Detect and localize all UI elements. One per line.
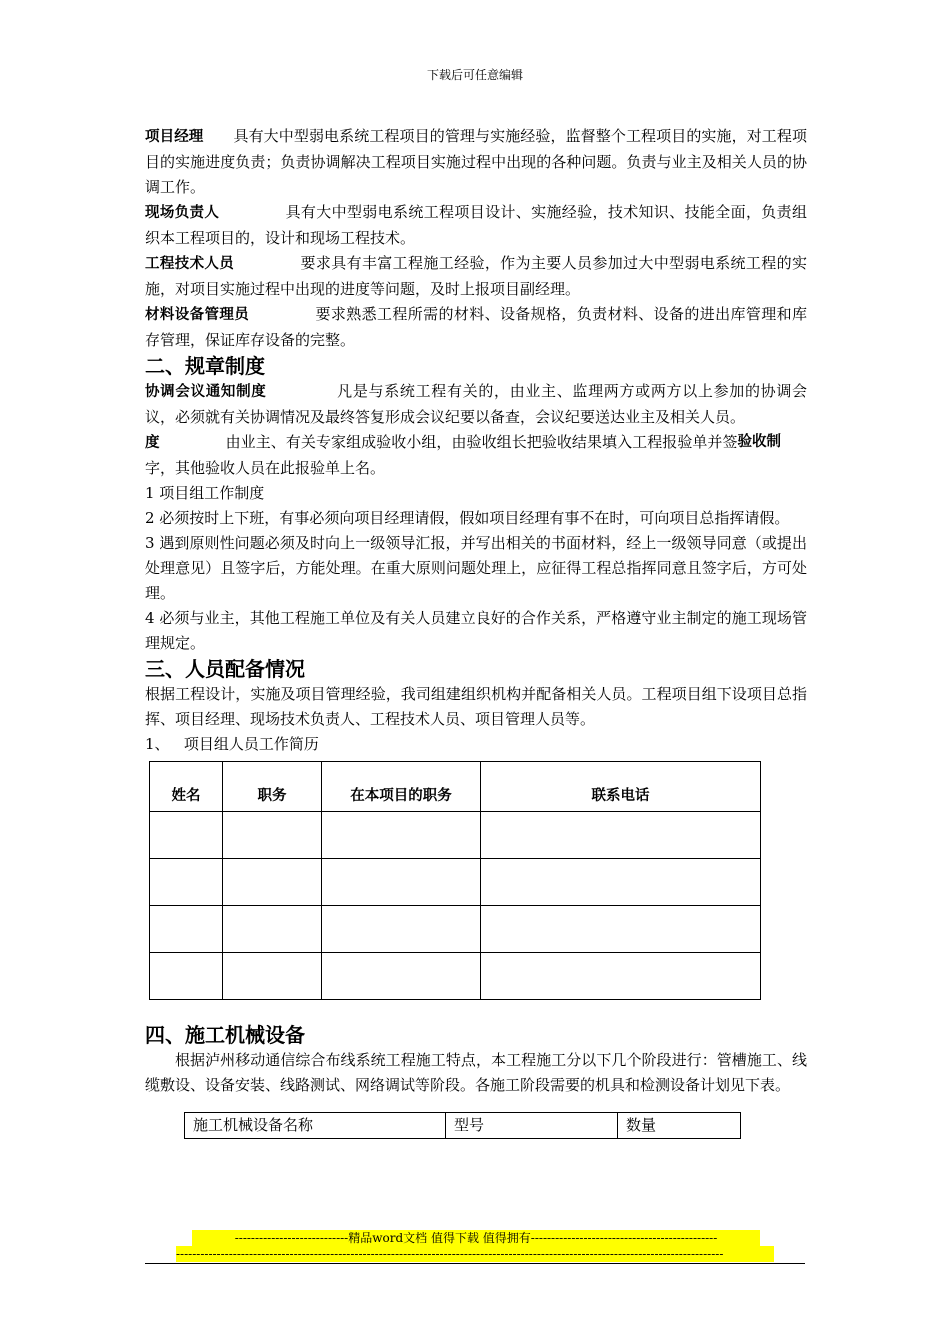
- footer-rule: [145, 1263, 805, 1264]
- rule-title: 协调会议通知制度: [145, 384, 267, 400]
- table-cell: [150, 906, 223, 953]
- list-item: 1 项目组工作制度: [145, 484, 265, 502]
- table-cell: [322, 906, 481, 953]
- role-title: 现场负责人: [145, 205, 220, 221]
- role-text: 要求熟悉工程所需的材料、设备规格，负责材料、设备的进出库管理和库存管理，保证库存设备的完整。: [145, 305, 807, 349]
- rule-text: 由业主、有关专家组成验收小组，由验收组长把验收结果填入工程报验单并签字，其他验收人员在此报验单上名。: [145, 433, 738, 477]
- staff-table: [149, 761, 761, 1000]
- meeting-rule: [145, 379, 808, 450]
- page-header: 下载后可任意编辑: [426, 68, 523, 82]
- role-materials-manager: [145, 302, 807, 353]
- rule-text: 凡是与系统工程有关的，由业主、监理两方或两方以上参加的协调会议，必须就有关协调情况及最终答复形成会议纪要以备查，会议纪要送达业主及相关人员。: [145, 382, 808, 426]
- role-title: 工程技术人员: [145, 256, 235, 272]
- subheading: 1、 项目组人员工作简历: [145, 735, 319, 753]
- table-row: [150, 812, 761, 859]
- document-body: [145, 124, 807, 1139]
- column-header: 姓名: [150, 762, 223, 812]
- role-text: 具有大中型弱电系统工程项目设计、实施经验，技术知识、技能全面，负责组织本工程项目的，设计和现场工程技术。: [145, 203, 807, 247]
- column-header: 联系电话: [481, 762, 761, 812]
- table-cell: [223, 812, 322, 859]
- role-title: 项目经理: [145, 129, 204, 145]
- table-cell: [322, 859, 481, 906]
- equipment-table: [184, 1112, 741, 1139]
- rule-title: 度: [145, 435, 160, 451]
- section-heading: 三、人员配备情况: [145, 657, 305, 681]
- table-cell: [481, 906, 761, 953]
- list-item: 2 必须按时上下班，有事必须向项目经理请假，假如项目经理有事不在时，可向项目总指挥请假。: [145, 509, 790, 527]
- acceptance-rule: [145, 430, 807, 481]
- table-cell: [150, 953, 223, 1000]
- column-header: 施工机械设备名称: [185, 1113, 446, 1139]
- table-row: [150, 906, 761, 953]
- section-heading: 二、规章制度: [145, 354, 265, 378]
- role-engineer: [145, 251, 807, 302]
- table-cell: [150, 859, 223, 906]
- table-cell: [322, 812, 481, 859]
- table-cell: [322, 953, 481, 1000]
- list-item: 3 遇到原则性问题必须及时向上一级领导汇报，并写出相关的书面材料，经上一级领导同意（或提出处理意见）且签字后，方能处理。在重大原则问题处理上，应征得工程总指挥同意且签字后，方可处理。: [145, 534, 807, 602]
- table-row: [150, 953, 761, 1000]
- rule-title: 验收制: [737, 434, 781, 450]
- table-row: [150, 859, 761, 906]
- table-cell: [481, 812, 761, 859]
- table-cell: [223, 906, 322, 953]
- table-cell: [481, 953, 761, 1000]
- footer-banner: ----------------------------精品word文档 值得下载 值得拥有----------------------------------------------: [192, 1230, 760, 1246]
- role-text: 具有大中型弱电系统工程项目的管理与实施经验，监督整个工程项目的实施，对工程项目的实施进度负责；负责协调解决工程项目实施过程中出现的各种问题。负责与业主及相关人员的协调工作。: [145, 127, 807, 196]
- table-cell: [150, 812, 223, 859]
- table-header-row: [185, 1113, 741, 1139]
- footer-dash-line: ---------------------------------------------------------------------------------------------------------------------------------------: [176, 1246, 774, 1262]
- column-header: 职务: [223, 762, 322, 812]
- column-header: 数量: [618, 1113, 741, 1139]
- table-cell: [223, 953, 322, 1000]
- paragraph: 根据工程设计，实施及项目管理经验，我司组建组织机构并配备相关人员。工程项目组下设项目总指挥、项目经理、现场技术负责人、工程技术人员、项目管理人员等。: [145, 685, 807, 728]
- paragraph: 根据泸州移动通信综合布线系统工程施工特点，本工程施工分以下几个阶段进行：管槽施工、线缆敷设、设备安装、线路测试、网络调试等阶段。各施工阶段需要的机具和检测设备计划见下表。: [145, 1051, 807, 1094]
- table-cell: [223, 859, 322, 906]
- column-header: 在本项目的职务: [322, 762, 481, 812]
- section-heading: 四、施工机械设备: [145, 1023, 305, 1047]
- table-cell: [481, 859, 761, 906]
- role-site-lead: [145, 200, 807, 251]
- list-item: 4 必须与业主，其他工程施工单位及有关人员建立良好的合作关系，严格遵守业主制定的施工现场管理规定。: [145, 609, 807, 652]
- role-title: 材料设备管理员: [145, 307, 250, 323]
- column-header: 型号: [446, 1113, 618, 1139]
- role-project-manager: [145, 124, 807, 200]
- table-header-row: [150, 762, 761, 812]
- role-text: 要求具有丰富工程施工经验，作为主要人员参加过大中型弱电系统工程的实施，对项目实施过程中出现的进度等问题，及时上报项目副经理。: [145, 254, 807, 298]
